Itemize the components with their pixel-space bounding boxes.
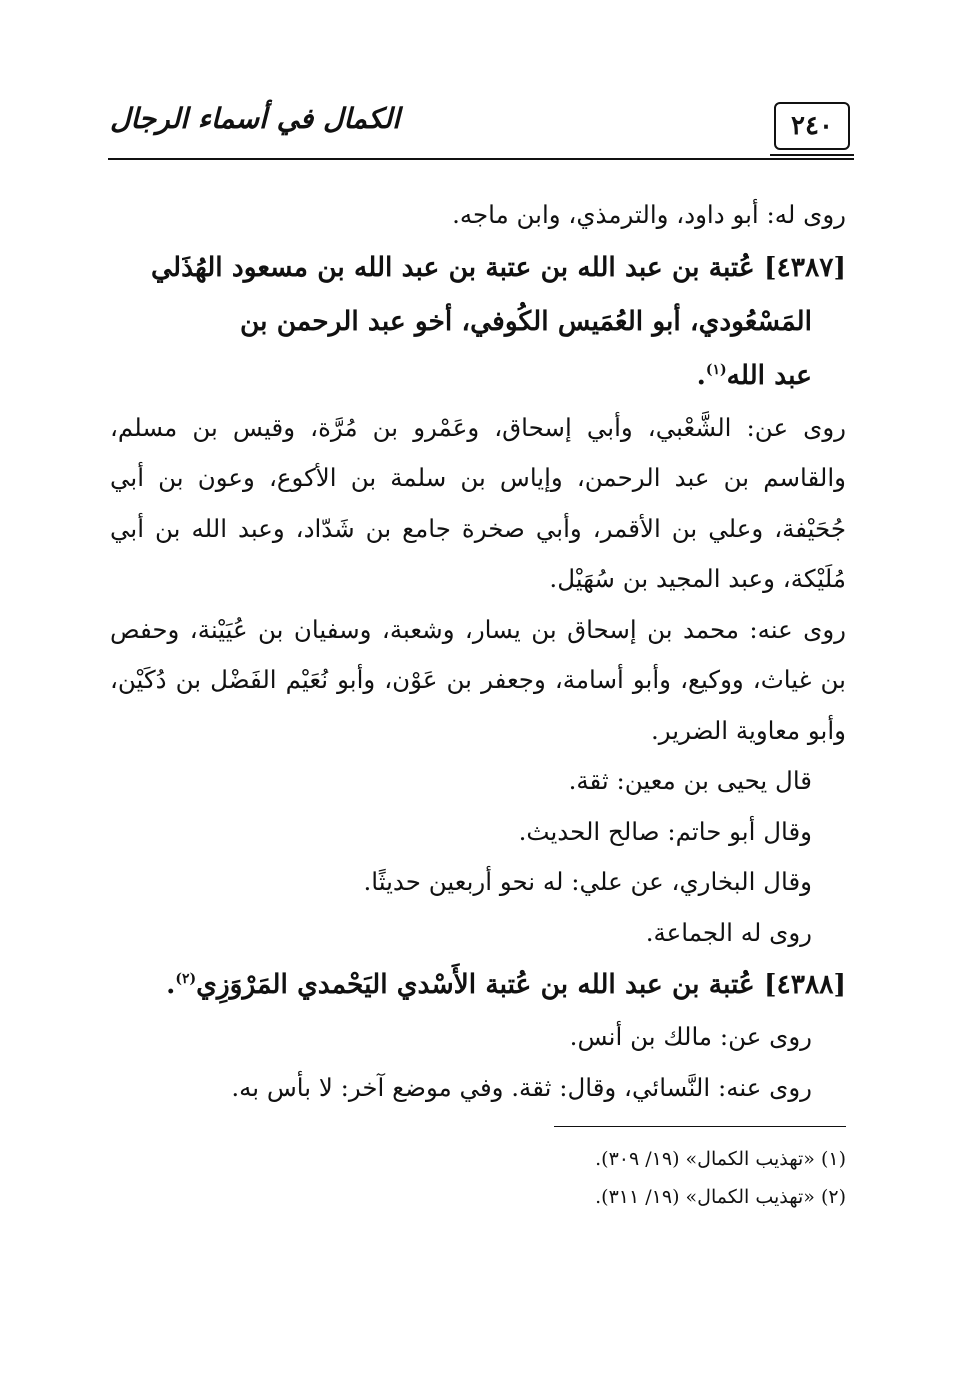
paragraph-narrators: روى له: أبو داود، والترمذي، وابن ماجه. [452, 200, 846, 229]
paragraph-bukhari: وقال البخاري، عن علي: له نحو أربعين حديثًا. [363, 867, 812, 896]
paragraph-jamaa: روى له الجماعة. [645, 917, 812, 947]
entry-4387-period: . [696, 359, 706, 391]
entry-4387-line3: عبد الله [726, 359, 812, 391]
paragraph-narrated-from-2: روى عن: مالك بن أنس. [569, 1022, 812, 1051]
footnote-marker-2: (٢) [175, 971, 197, 988]
entry-4387-line2: المَسْعُودي، أبو العُمَيس الكُوفي، أخو عبد الرحمن بن [239, 305, 812, 337]
entry-4388-period: . [166, 969, 176, 1000]
entry-4387-heading-end [110, 349, 846, 403]
paragraph-abu-hatim: وقال أبو حاتم: صالح الحديث. [518, 816, 812, 846]
entry-4388-line: [٤٣٨٨] عُتبة بن عبد الله بن عُتبة الأَسْدي اليَحْمدي المَرْوَزِي [196, 969, 846, 1000]
footnotes [110, 1140, 846, 1216]
main-text [110, 190, 846, 1113]
entry-4387-line1: [٤٣٨٧] عُتبة بن عبد الله بن عتبة بن عبد الله بن مسعود الهُذَلي [150, 251, 846, 283]
page-header [108, 96, 854, 160]
footnote-1: (١) «تهذيب الكمال» (١٩/ ٣٠٩). [595, 1148, 846, 1170]
paragraph-narrated-by: روى عنه: محمد بن إسحاق بن يسار، وشعبة، وسفيان بن عُيَيْنة، وحفص بن غياث، ووكيع، وأبو أسامة، وجعفر بن عَوْن، وأبو نُعَيْم الفَضْل بن دُكَيْن، وأبو معاوية الضرير. [110, 614, 846, 745]
paragraph-ibn-main: قال يحيى بن معين: ثقة. [568, 766, 812, 795]
footnote-divider [554, 1126, 846, 1127]
footnote-2: (٢) «تهذيب الكمال» (١٩/ ٣١١). [595, 1186, 846, 1208]
running-title: الكمال في أسماء الرجال [110, 102, 400, 135]
entry-4387-heading-cont [110, 295, 846, 349]
paragraph-narrated-from: روى عن: الشَّعْبي، وأبي إسحاق، وعَمْرو بن مُرَّة، وقيس بن مسلم، والقاسم بن عبد الرحمن، وإياس بن سلمة بن الأكوع، وعون بن أبي جُحَيْفة، وعلي بن الأقمر، وأبي صخرة جامع بن شَدّاد، وعبد الله بن أبي مُلَيْكة، وعبد المجيد بن سُهَيْل. [110, 412, 846, 593]
footnote-marker-1: (١) [705, 361, 727, 378]
page-number: ٢٤٠ [774, 102, 850, 150]
entry-4388-heading [110, 958, 846, 1012]
paragraph-narrated-by-2: روى عنه: النَّسائي، وقال: ثقة. وفي موضع آخر: لا بأس به. [231, 1072, 812, 1102]
entry-4387-heading [110, 241, 846, 295]
